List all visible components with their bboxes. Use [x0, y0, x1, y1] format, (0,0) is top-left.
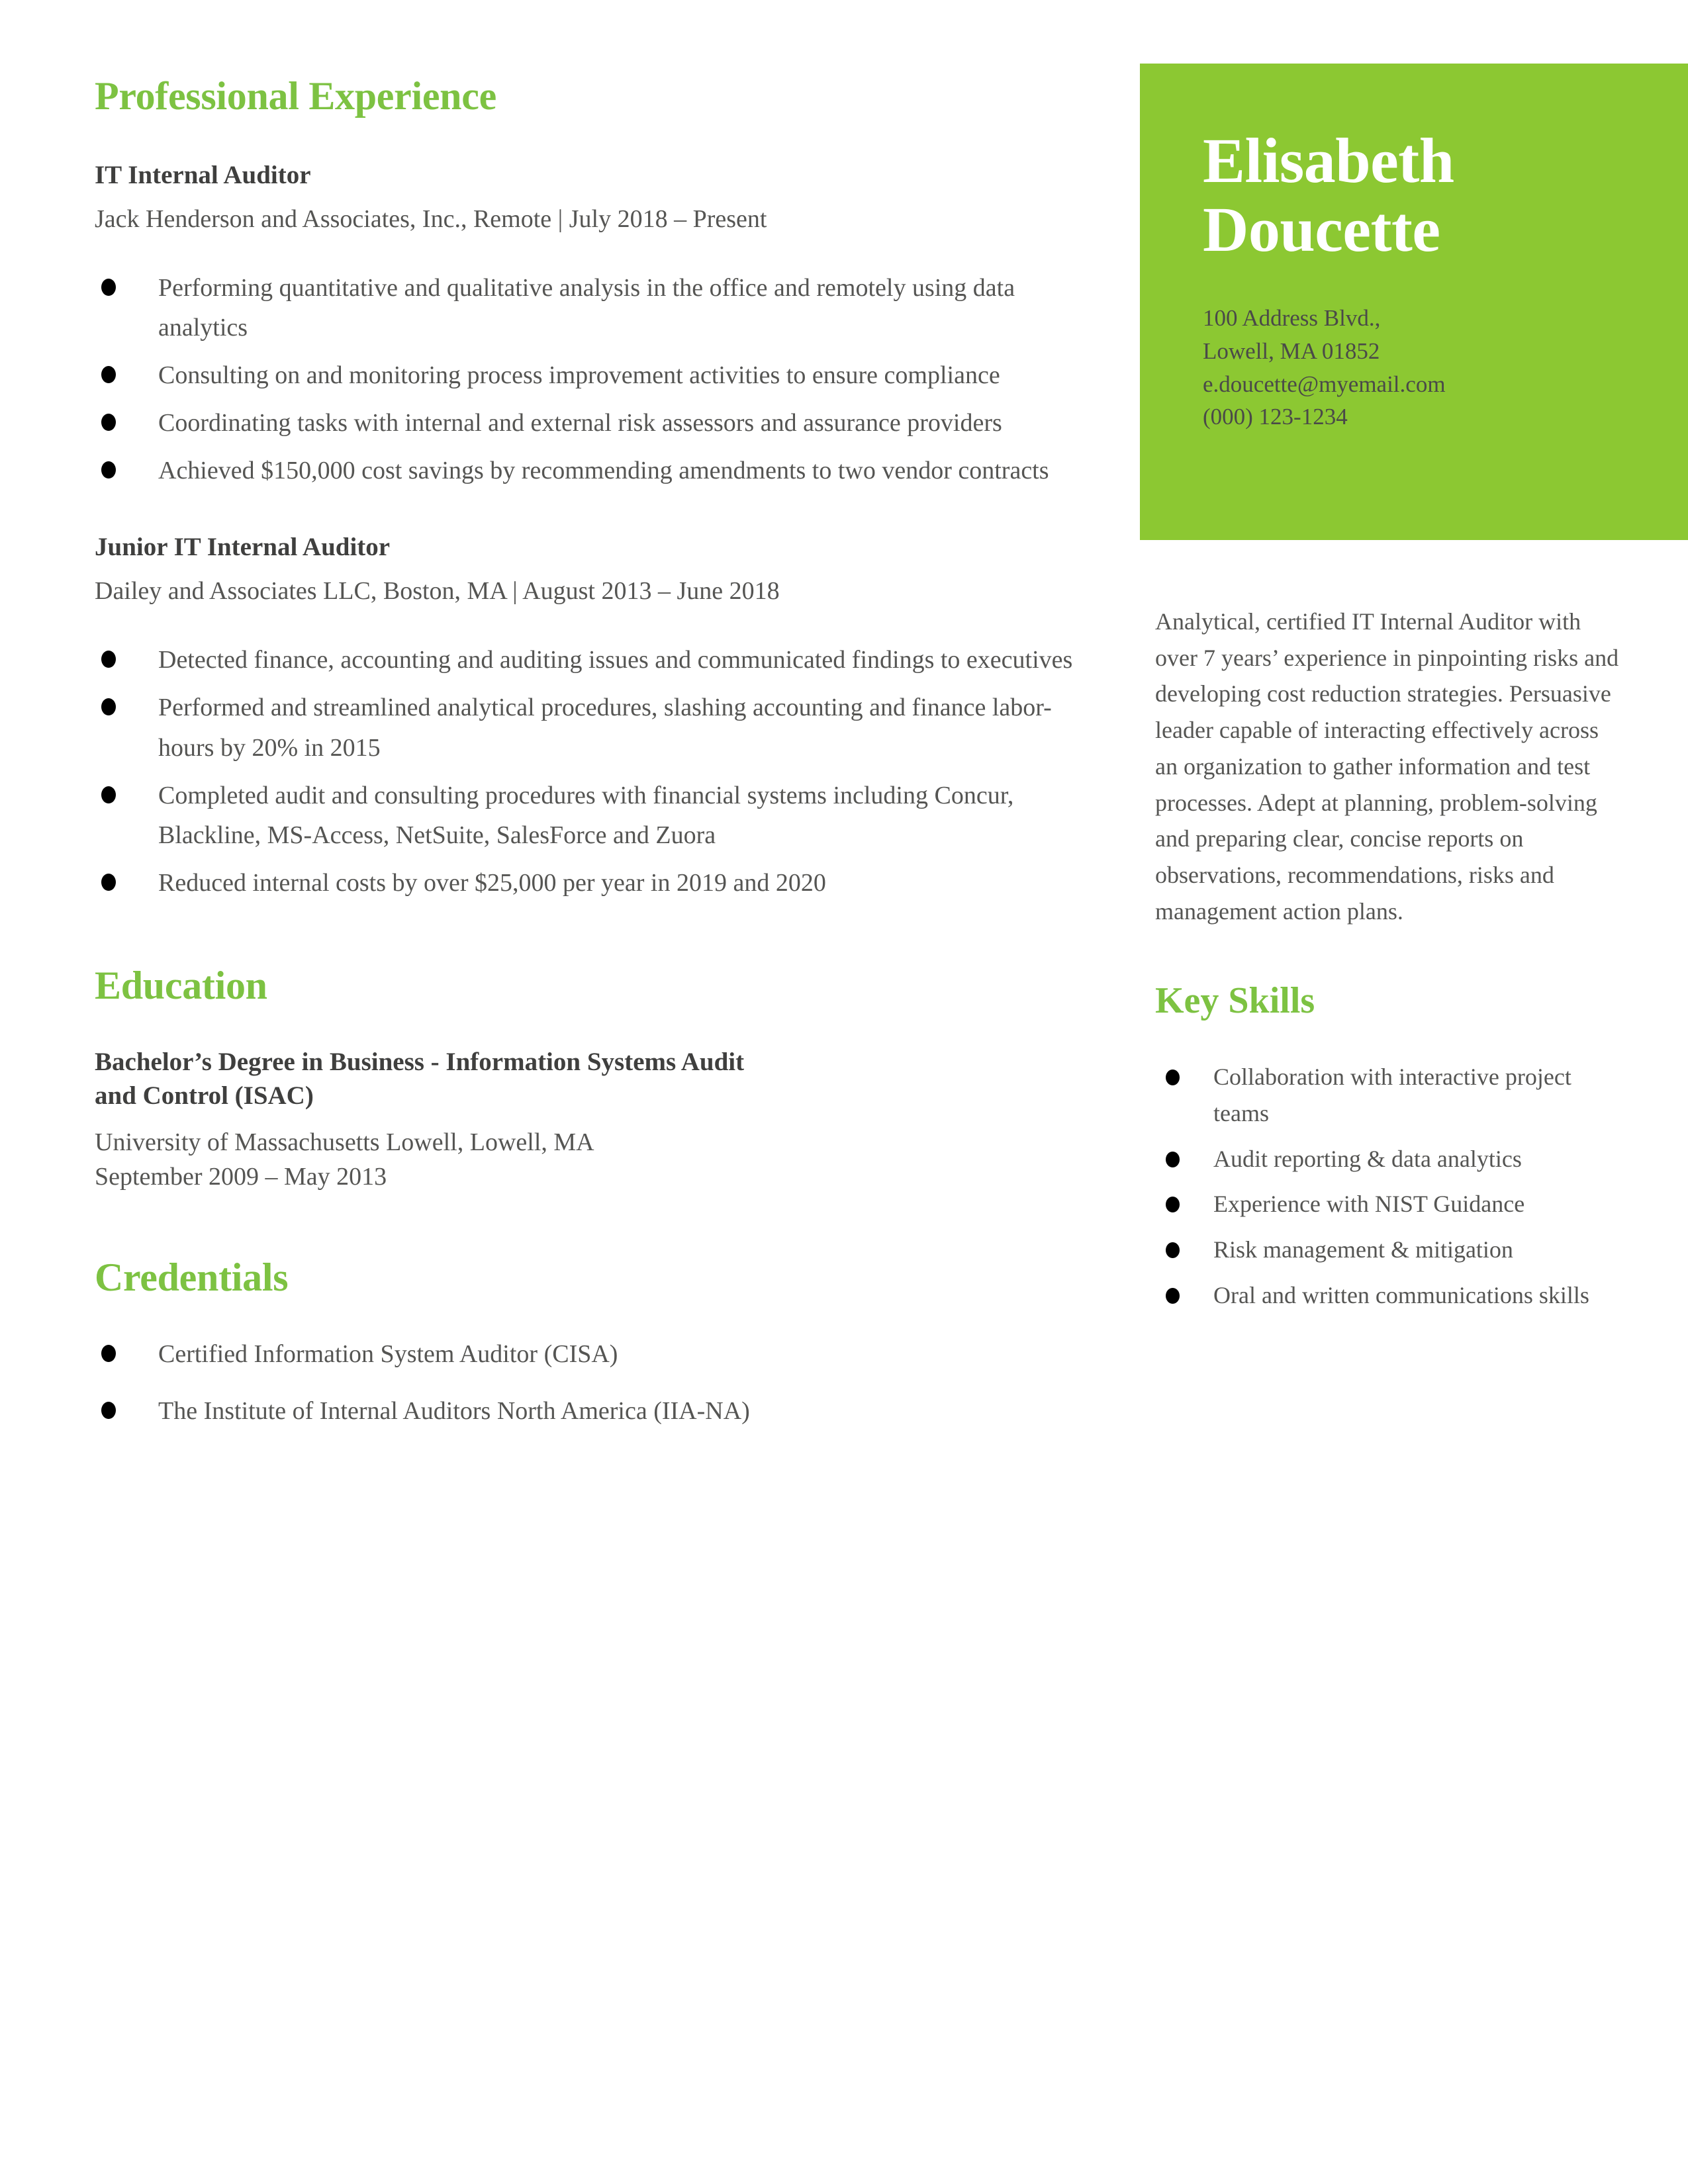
bullet-icon: [1166, 1069, 1180, 1085]
experience-entry: [95, 159, 1074, 490]
bullet-icon: [1166, 1242, 1180, 1258]
list-item: [95, 268, 1074, 347]
contact-city-state-zip: Lowell, MA 01852: [1203, 338, 1380, 365]
list-item: [1155, 1141, 1625, 1177]
key-skills-heading: Key Skills: [1155, 980, 1315, 1022]
skill-text: Oral and written communications skills: [1213, 1281, 1589, 1308]
professional-summary: Analytical, certified IT Internal Auditor with over 7 years’ experience in pinpointing risks and developing cost reduction strategies. Persuasive leader capable of interacting effectively across an organization to gather information and test processes. Adept at planning, problem-solving and preparing clear, concise reports on observations, recommendations, risks and management action plans.: [1155, 608, 1619, 925]
contact-email[interactable]: e.doucette@myemail.com: [1203, 371, 1446, 397]
list-item: [95, 451, 1074, 490]
bullet-icon: [101, 1345, 116, 1362]
bullet-icon: [101, 786, 116, 803]
job-company-location-dates: Jack Henderson and Associates, Inc., Remote | July 2018 – Present: [95, 205, 767, 233]
skill-text: Risk management & mitigation: [1213, 1236, 1513, 1263]
list-item: [95, 688, 1074, 767]
candidate-name: [1203, 126, 1642, 263]
skill-text: Experience with NIST Guidance: [1213, 1191, 1525, 1218]
duty-text: Completed audit and consulting procedures with financial systems including Concur, Blackline, MS-Access, NetSuite, SalesForce and Zuora: [158, 781, 1014, 849]
duty-text: Consulting on and monitoring process improvement activities to ensure compliance: [158, 361, 1000, 390]
credential-text: Certified Information System Auditor (CISA): [158, 1340, 618, 1368]
list-item: [95, 403, 1074, 443]
duty-text: Detected finance, accounting and auditing issues and communicated findings to executives: [158, 646, 1073, 674]
bullet-icon: [101, 279, 116, 296]
school-name: University of Massachusetts Lowell, Lowell, MA: [95, 1128, 594, 1156]
list-item: [95, 1334, 1074, 1374]
job-duties-list: [95, 268, 1074, 490]
first-name: Elisabeth: [1203, 125, 1454, 196]
last-name: Doucette: [1203, 193, 1440, 265]
job-title: IT Internal Auditor: [95, 161, 311, 190]
bullet-icon: [101, 651, 116, 668]
credentials-heading: Credentials: [95, 1255, 289, 1299]
bullet-icon: [101, 874, 116, 891]
degree-title: Bachelor’s Degree in Business - Information Systems Audit and Control (ISAC): [95, 1047, 745, 1111]
professional-experience-heading: Professional Experience: [95, 74, 496, 118]
duty-text: Performing quantitative and qualitative analysis in the office and remotely using data analytics: [158, 274, 1015, 342]
bullet-icon: [101, 366, 116, 383]
bullet-icon: [1166, 1152, 1180, 1167]
bullet-icon: [1166, 1197, 1180, 1212]
main-column: [95, 74, 1074, 1448]
list-item: [95, 1391, 1074, 1431]
bullet-icon: [101, 414, 116, 431]
job-company-location-dates: Dailey and Associates LLC, Boston, MA | August 2013 – June 2018: [95, 577, 780, 606]
bullet-icon: [101, 461, 116, 478]
job-duties-list: [95, 640, 1074, 902]
key-skills-list: [1155, 1059, 1625, 1313]
education-entry: [95, 1045, 1074, 1195]
contact-street: 100 Address Blvd.,: [1203, 305, 1381, 332]
duty-text: Performed and streamlined analytical procedures, slashing accounting and finance labor-hours by 20% in 2015: [158, 694, 1052, 762]
list-item: [1155, 1186, 1625, 1222]
contact-phone[interactable]: (000) 123-1234: [1203, 404, 1348, 430]
contact-info: [1203, 302, 1642, 433]
education-dates: September 2009 – May 2013: [95, 1163, 387, 1191]
skill-text: Collaboration with interactive project teams: [1213, 1064, 1571, 1126]
name-header-block: [1140, 64, 1688, 540]
list-item: [95, 640, 1074, 680]
list-item: [95, 863, 1074, 903]
bullet-icon: [101, 698, 116, 715]
experience-entry: [95, 531, 1074, 902]
bullet-icon: [101, 1402, 116, 1419]
list-item: [1155, 1277, 1625, 1314]
list-item: [95, 355, 1074, 395]
credentials-list: [95, 1334, 1074, 1431]
duty-text: Coordinating tasks with internal and external risk assessors and assurance providers: [158, 409, 1002, 437]
list-item: [1155, 1232, 1625, 1268]
list-item: [95, 776, 1074, 855]
duty-text: Reduced internal costs by over $25,000 per year in 2019 and 2020: [158, 868, 826, 897]
credential-text: The Institute of Internal Auditors North America (IIA-NA): [158, 1396, 750, 1425]
skill-text: Audit reporting & data analytics: [1213, 1145, 1522, 1172]
duty-text: Achieved $150,000 cost savings by recommending amendments to two vendor contracts: [158, 457, 1049, 485]
sidebar-column: [1155, 604, 1625, 1322]
bullet-icon: [1166, 1288, 1180, 1304]
education-heading: Education: [95, 963, 267, 1007]
list-item: [1155, 1059, 1625, 1131]
job-title: Junior IT Internal Auditor: [95, 533, 391, 562]
